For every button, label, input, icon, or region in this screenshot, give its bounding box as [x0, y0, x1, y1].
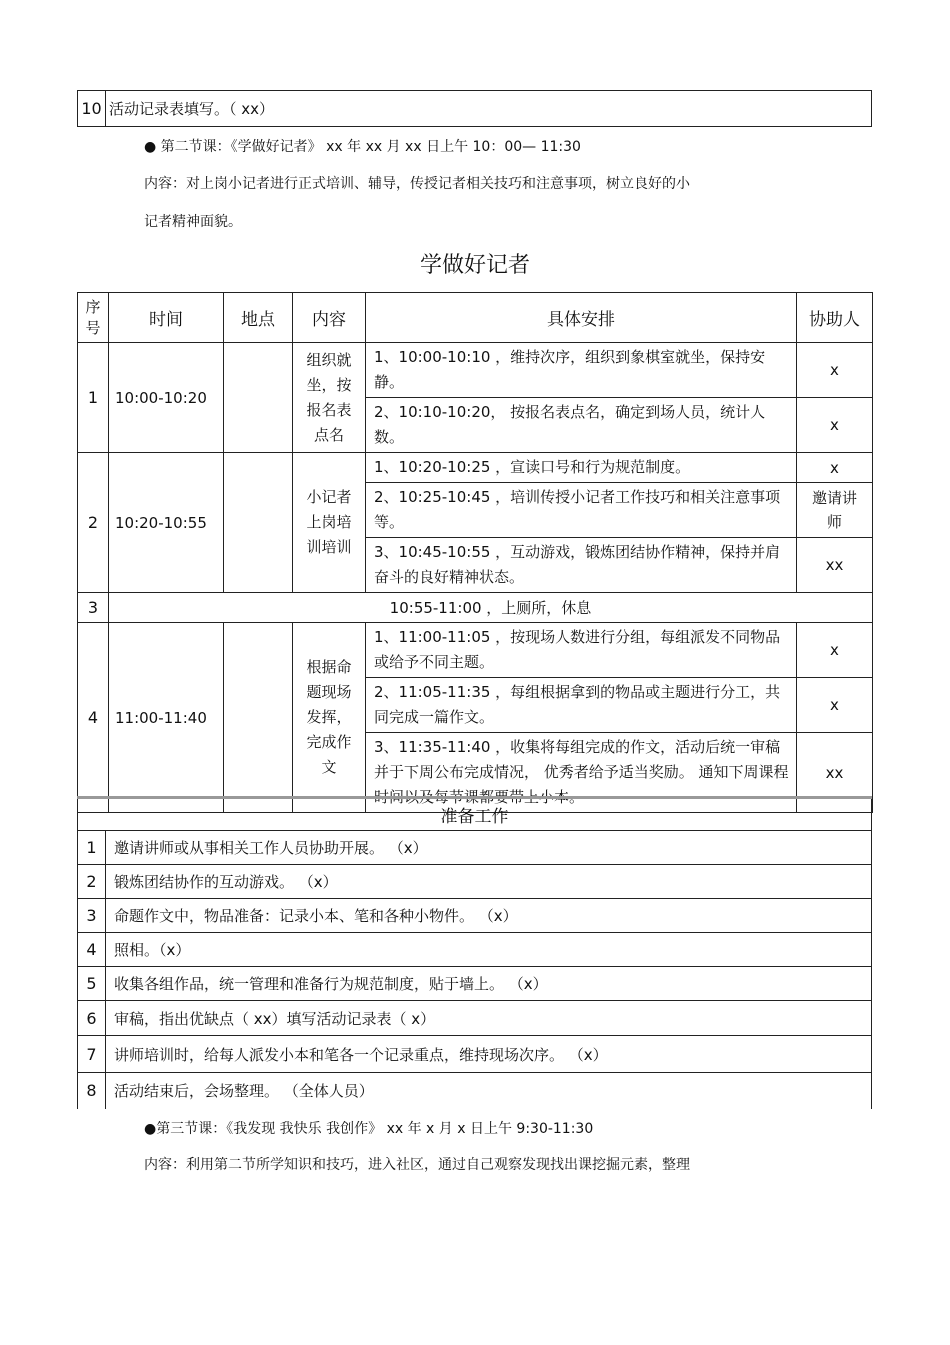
row-time: 10:00-10:20 — [109, 343, 224, 453]
prep-title: 准备工作 — [78, 798, 872, 831]
plan-item: 1、10:00-10:10 ，维持次序，组织到象棋室就坐，保持安静。 — [366, 343, 797, 398]
helper-cell: xx — [797, 733, 873, 813]
table-row — [78, 453, 873, 483]
prep-item-text: 命题作文中，物品准备：记录小本、笔和各种小物件。 （x） — [106, 899, 872, 933]
helper-cell: xx — [797, 538, 873, 593]
top-row-table — [77, 90, 872, 127]
list-item — [78, 899, 872, 933]
break-cell: 10:55-11:00 ，上厕所，休息 — [109, 593, 873, 623]
list-item — [78, 831, 872, 865]
helper-cell: x — [797, 343, 873, 398]
prep-item-text: 讲师培训时，给每人派发小本和笔各一个记录重点，维持现场次序。 （x） — [106, 1036, 872, 1073]
prep-item-text: 活动结束后，会场整理。 （全体人员） — [106, 1073, 872, 1109]
prep-item-number: 6 — [78, 1001, 106, 1036]
header-content: 内容 — [293, 293, 366, 343]
list-item — [78, 1073, 872, 1109]
lesson2-content-line2: 记者精神面貌。 — [144, 214, 242, 230]
row-content: 小记者 上岗培 训培训 — [293, 453, 366, 593]
row-seq: 3 — [78, 593, 109, 623]
schedule-table — [77, 292, 873, 813]
row-seq: 1 — [78, 343, 109, 453]
table-title: 学做好记者 — [419, 253, 530, 278]
lesson3-content-line1: 内容：利用第二节所学知识和技巧，进入社区，通过自己观察发现找出课挖掘元素，整理 — [144, 1157, 690, 1173]
prep-item-text: 审稿，指出优缺点（ xx）填写活动记录表（ x） — [106, 1001, 872, 1036]
prep-table — [77, 796, 872, 1109]
row-seq: 2 — [78, 453, 109, 593]
prep-item-text: 照相。（x） — [106, 933, 872, 967]
row-content: 组织就 坐，按 报名表 点名 — [293, 343, 366, 453]
prep-item-text: 锻炼团结协作的互动游戏。 （x） — [106, 865, 872, 899]
list-item — [78, 933, 872, 967]
row-place — [224, 453, 293, 593]
helper-cell: x — [797, 398, 873, 453]
plan-item: 1、11:00-11:05 ，按现场人数进行分组，每组派发不同物品或给予不同主题。 — [366, 623, 797, 678]
header-plan: 具体安排 — [366, 293, 797, 343]
table-row — [78, 593, 873, 623]
list-item — [78, 967, 872, 1001]
prep-item-text: 收集各组作品，统一管理和准备行为规范制度，贴于墙上。 （x） — [106, 967, 872, 1001]
table-row — [78, 343, 873, 398]
prep-item-number: 4 — [78, 933, 106, 967]
prep-item-number: 3 — [78, 899, 106, 933]
list-item — [78, 1036, 872, 1073]
header-place: 地点 — [224, 293, 293, 343]
top-row-number: 10 — [78, 91, 106, 127]
row-place — [224, 623, 293, 813]
plan-item: 2、11:05-11:35 ，每组根据拿到的物品或主题进行分工，共同完成一篇作文。 — [366, 678, 797, 733]
prep-item-number: 5 — [78, 967, 106, 1001]
prep-item-text: 邀请讲师或从事相关工作人员协助开展。 （x） — [106, 831, 872, 865]
row-seq: 4 — [78, 623, 109, 813]
list-item — [78, 1001, 872, 1036]
row-content: 根据命 题现场 发挥， 完成作 文 — [293, 623, 366, 813]
helper-cell: 邀请讲 师 — [797, 483, 873, 538]
plan-item: 2、10:25-10:45 ，培训传授小记者工作技巧和相关注意事项等。 — [366, 483, 797, 538]
plan-item: 3、10:45-10:55 ，互动游戏，锻炼团结协作精神，保持并肩奋斗的良好精神状态。 — [366, 538, 797, 593]
row-place — [224, 343, 293, 453]
prep-item-number: 8 — [78, 1073, 106, 1109]
header-row — [78, 293, 873, 343]
top-row-text: 活动记录表填写。（ xx） — [106, 91, 872, 127]
helper-cell: x — [797, 453, 873, 483]
prep-item-number: 7 — [78, 1036, 106, 1073]
lesson2-heading: ● 第二节课：《学做好记者》 xx 年 xx 月 xx 日上午 10：00— 11:30 — [144, 139, 581, 155]
table-row — [78, 623, 873, 678]
list-item — [78, 865, 872, 899]
helper-cell: x — [797, 623, 873, 678]
header-time: 时间 — [109, 293, 224, 343]
prep-item-number: 1 — [78, 831, 106, 865]
lesson2-content-line1: 内容：对上岗小记者进行正式培训、辅导，传授记者相关技巧和注意事项，树立良好的小 — [144, 176, 690, 192]
plan-item: 3、11:35-11:40 ，收集将每组完成的作文，活动后统一审稿并于下周公布完成情况， 优秀者给予适当奖励。 通知下周课程时间以及每节课都要带上小本。 — [366, 733, 797, 813]
plan-item: 2、10:10-10:20， 按报名表点名，确定到场人员，统计人数。 — [366, 398, 797, 453]
row-time: 10:20-10:55 — [109, 453, 224, 593]
row-time: 11:00-11:40 — [109, 623, 224, 813]
plan-item: 1、10:20-10:25 ，宣读口号和行为规范制度。 — [366, 453, 797, 483]
header-helper: 协助人 — [797, 293, 873, 343]
header-seq: 序 号 — [78, 293, 109, 343]
lesson3-heading: ●第三节课：《我发现 我快乐 我创作》 xx 年 x 月 x 日上午 9:30-11:30 — [144, 1121, 594, 1137]
prep-item-number: 2 — [78, 865, 106, 899]
helper-cell: x — [797, 678, 873, 733]
